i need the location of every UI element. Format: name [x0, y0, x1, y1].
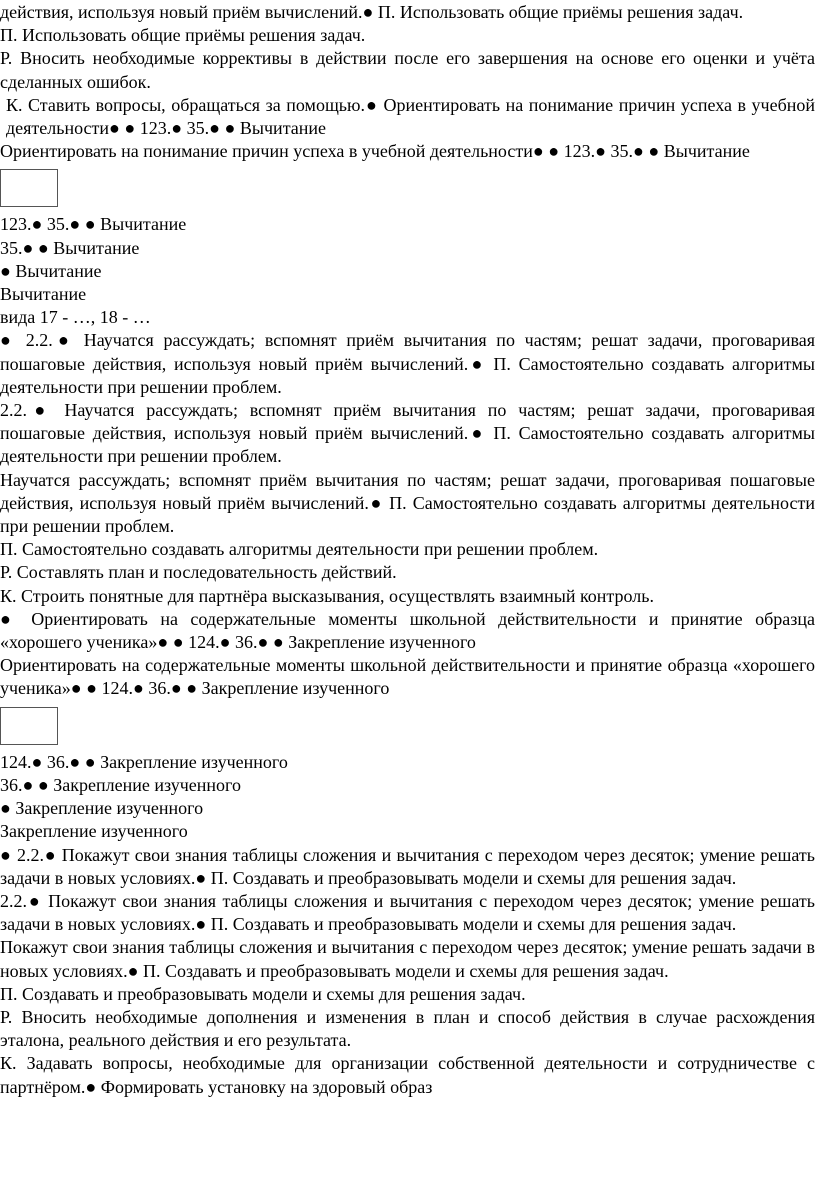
- paragraph-14: П. Самостоятельно создавать алгоритмы деятельности при решении проблем.: [0, 539, 599, 560]
- paragraph-7: 35.● ● Вычитание: [0, 237, 140, 258]
- paragraph-1: действия, используя новый приём вычислений.● П. Использовать общие приёмы решения задач.: [0, 2, 744, 22]
- paragraph-19: 124.● 36.● ● Закрепление изученного: [0, 751, 288, 772]
- empty-cell-box-2: [0, 707, 58, 745]
- paragraph-8: ● Вычитание: [0, 260, 102, 281]
- paragraph-4: К. Ставить вопросы, обращаться за помощью.● Ориентировать на понимание причин успеха в учебной деятельности● ● 123.● 35.● ● Вычитание: [6, 94, 815, 139]
- paragraph-13: Научатся рассуждать; вспомнят приём вычитания по частям; решат задачи, проговаривая пошаговые действия, используя новый приём вычислений.● П. Самостоятельно создавать алгоритмы деятельности при решении проблем.: [0, 469, 815, 537]
- paragraph-16: К. Строить понятные для партнёра высказывания, осуществлять взаимный контроль.: [0, 585, 654, 606]
- paragraph-20: 36.● ● Закрепление изученного: [0, 774, 241, 795]
- paragraph-23: ● 2.2.● Покажут свои знания таблицы сложения и вычитания с переходом через десяток; умение решать задачи в новых условиях.● П. Создавать и преобразовывать модели и схемы для решения задач.: [0, 844, 815, 888]
- paragraph-28: К. Задавать вопросы, необходимые для организации собственной деятельности и сотрудничестве с партнёром.● Формировать установку на здоровый образ: [0, 1053, 815, 1097]
- paragraph-3: Р. Вносить необходимые коррективы в действии после его завершения на основе его оценки и учёта сделанных ошибок.: [0, 48, 815, 92]
- paragraph-6: 123.● 35.● ● Вычитание: [0, 214, 187, 235]
- empty-cell-box-1: [0, 169, 58, 207]
- paragraph-24: 2.2.● Покажут свои знания таблицы сложения и вычитания с переходом через десяток; умение решать задачи в новых условиях.● П. Создавать и преобразовывать модели и схемы для решения задач.: [0, 890, 815, 935]
- paragraph-22: Закрепление изученного: [0, 821, 188, 842]
- paragraph-17: ● Ориентировать на содержательные моменты школьной действительности и принятие образца «хорошего ученика»● ● 124.● 36.● ● Закрепление изученного: [0, 608, 815, 653]
- paragraph-5: Ориентировать на понимание причин успеха в учебной деятельности● ● 123.● 35.● ● Вычитание: [0, 141, 750, 162]
- paragraph-26: П. Создавать и преобразовывать модели и схемы для решения задач.: [0, 983, 526, 1004]
- paragraph-11: ● 2.2.● Научатся рассуждать; вспомнят приём вычитания по частям; решат задачи, проговаривая пошаговые действия, используя новый приём вычислений.● П. Самостоятельно создавать алгоритмы деятельности при решении проблем.: [0, 330, 815, 397]
- paragraph-21: ● Закрепление изученного: [0, 798, 204, 819]
- paragraph-27: Р. Вносить необходимые дополнения и изменения в план и способ действия в случае расхождения эталона, реального действия и его результата.: [0, 1006, 815, 1051]
- paragraph-10: вида 17 - …, 18 - …: [0, 307, 151, 328]
- paragraph-18: Ориентировать на содержательные моменты школьной действительности и принятие образца «хорошего ученика»● ● 124.● 36.● ● Закрепление изученного: [0, 655, 815, 699]
- paragraph-12: 2.2.● Научатся рассуждать; вспомнят приём вычитания по частям; решат задачи, проговаривая пошаговые действия, используя новый приём вычислений.● П. Самостоятельно создавать алгоритмы деятельности при решении проблем.: [0, 400, 815, 467]
- paragraph-25: Покажут свои знания таблицы сложения и вычитания с переходом через десяток; умение решать задачи в новых условиях.● П. Создавать и преобразовывать модели и схемы для решения задач.: [0, 937, 815, 981]
- paragraph-2: П. Использовать общие приёмы решения задач.: [0, 25, 366, 46]
- paragraph-9: Вычитание: [0, 284, 87, 305]
- paragraph-15: Р. Составлять план и последовательность действий.: [0, 562, 397, 583]
